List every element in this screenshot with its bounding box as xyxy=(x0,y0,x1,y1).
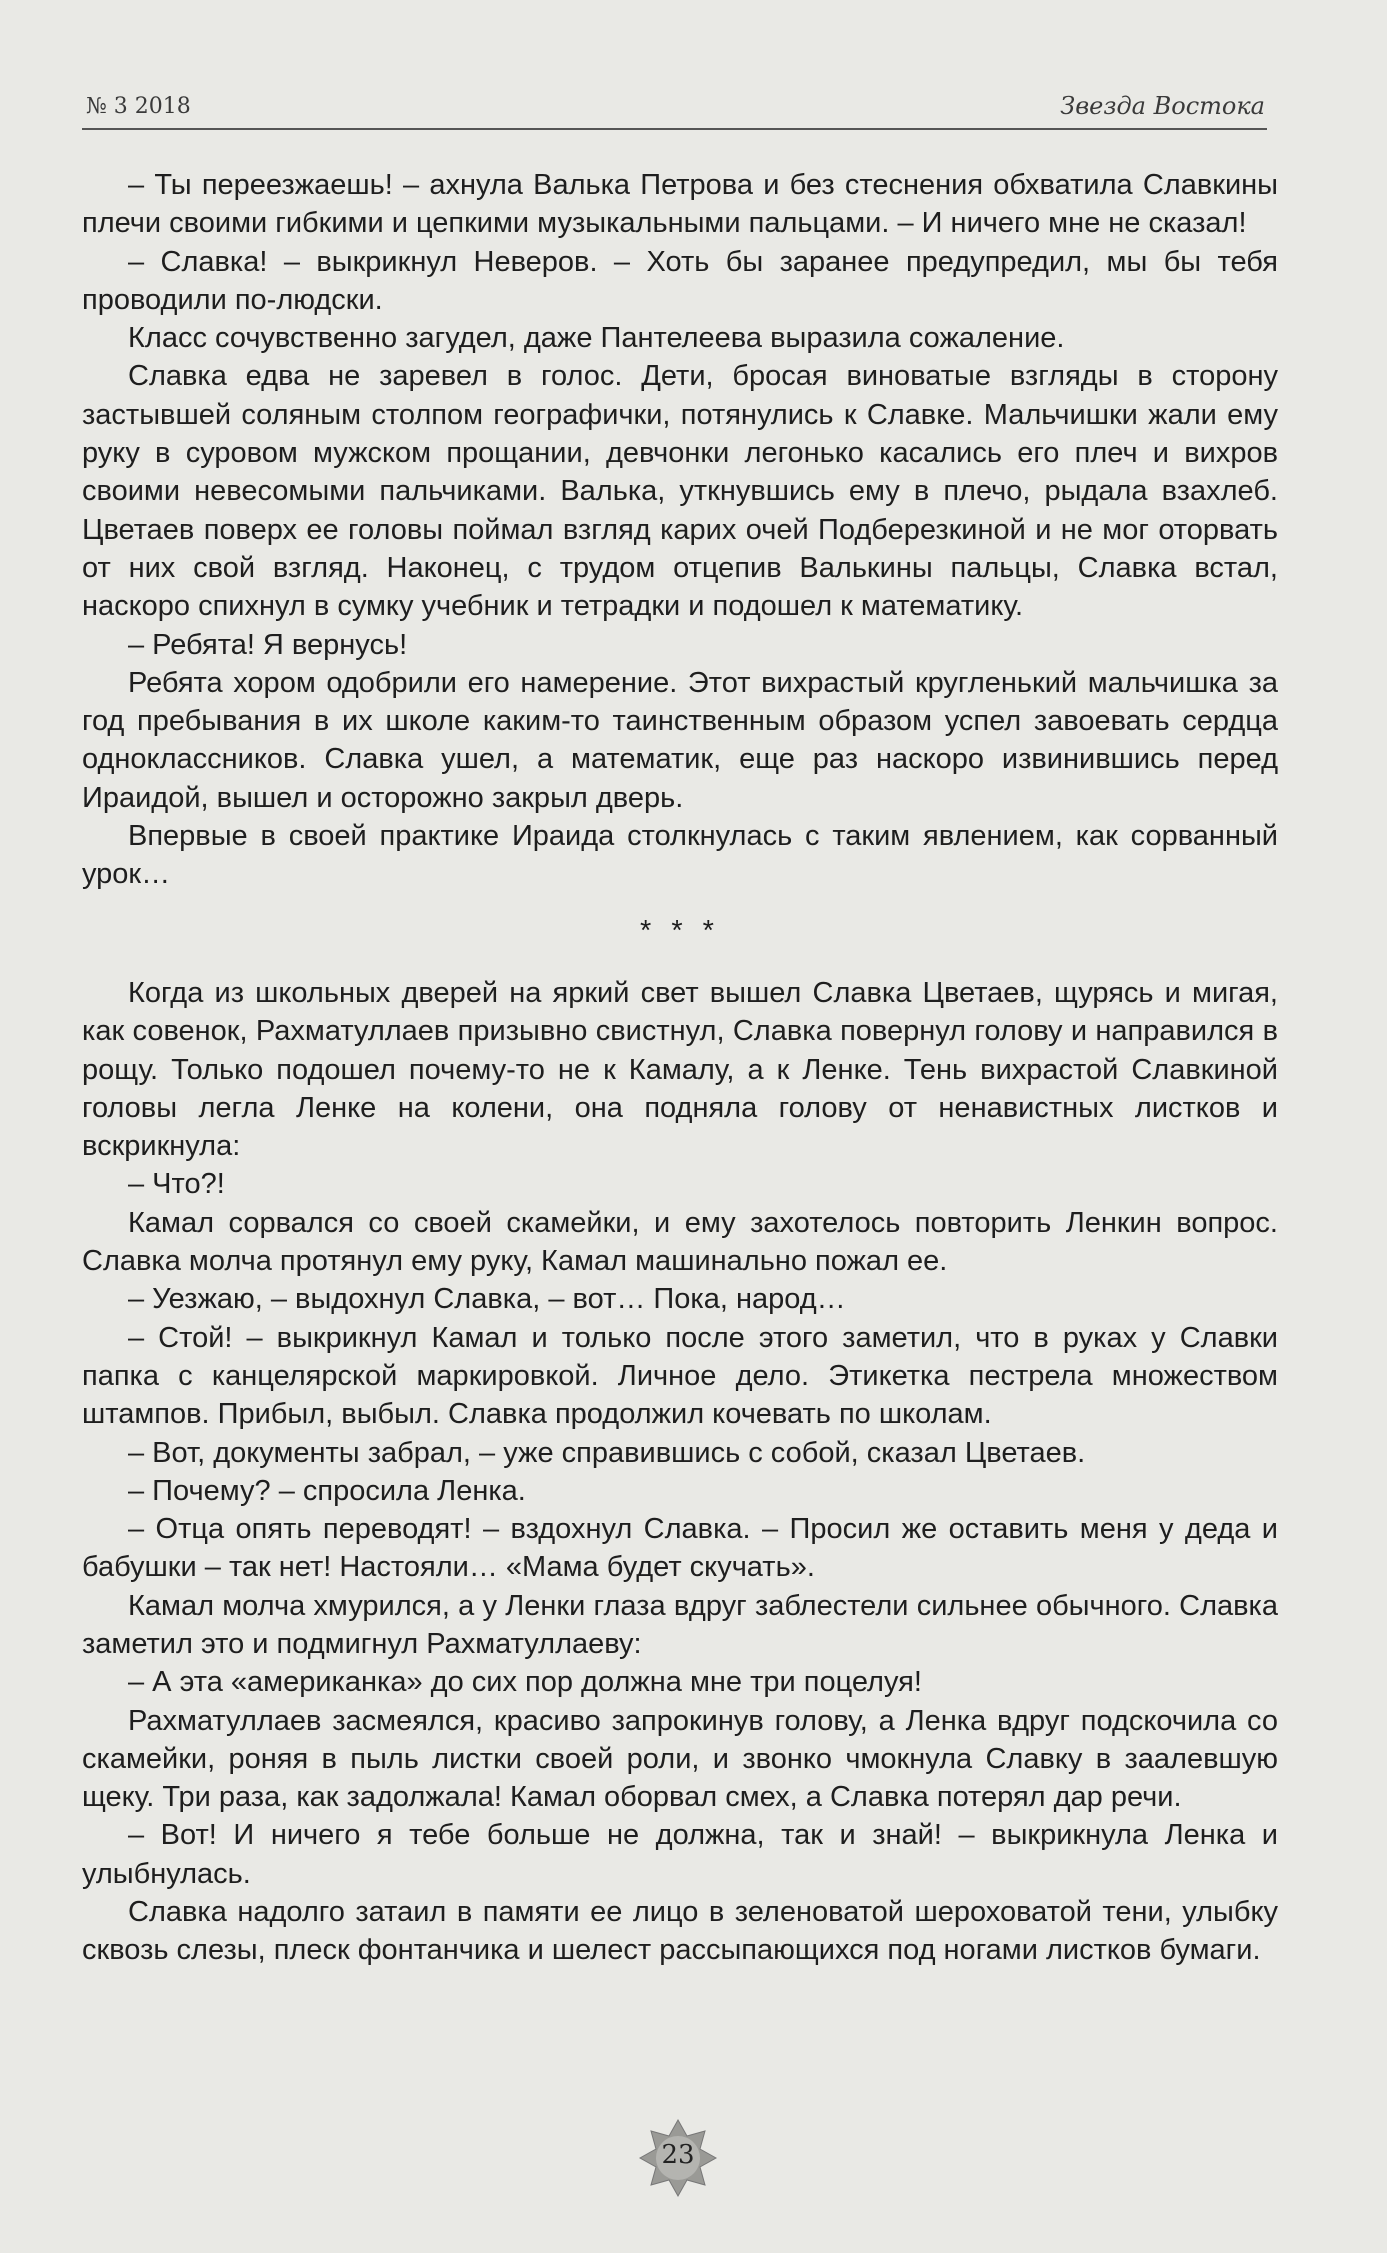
page-number-badge xyxy=(638,2118,718,2198)
paragraph: – Славка! – выкрикнул Неверов. – Хоть бы заранее предупредил, мы бы тебя проводили по-людски. xyxy=(82,245,1278,316)
paragraph: – Вот, документы забрал, – уже справившись с собой, сказал Цветаев. xyxy=(128,1436,1086,1469)
page-number: 23 xyxy=(661,2140,695,2170)
issue-number: № 3 2018 xyxy=(86,94,191,119)
paragraph: – Стой! – выкрикнул Камал и только после этого заметил, что в руках у Славки папка с канцелярской маркировкой. Личное дело. Этикетка пестрела множеством штампов. Прибыл, выбыл. Славка продолжил кочевать по школам. xyxy=(82,1321,1278,1431)
paragraph: Впервые в своей практике Ираида столкнулась с таким явлением, как сорванный урок… xyxy=(82,820,1278,891)
journal-title: Звезда Востока xyxy=(1060,92,1265,120)
paragraph: – А эта «американка» до сих пор должна мне три поцелуя! xyxy=(128,1666,922,1699)
section-separator: * * * xyxy=(640,914,720,947)
paragraph: – Вот! И ничего я тебе больше не должна, так и знай! – выкрикнула Ленка и улыбнулась. xyxy=(82,1819,1278,1890)
paragraph: Класс сочувственно загудел, даже Пантелеева выразила сожаление. xyxy=(128,322,1065,355)
paragraph: Рахматуллаев засмеялся, красиво запрокинув голову, а Ленка вдруг подскочила со скамейки, роняя в пыль листки своей роли, и звонко чмокнула Славку в заалевшую щеку. Три раза, как задолжала! Камал оборвал смех, а Славка потерял дар речи. xyxy=(82,1704,1278,1814)
paragraph: – Почему? – спросила Ленка. xyxy=(128,1474,526,1507)
paragraph: Славка едва не заревел в голос. Дети, бросая виноватые взгляды в сторону застывшей соляным столпом географички, потянулись к Славке. Мальчишки жали ему руку в суровом мужском прощании, девчонки легонько касались его плеч и вихров своими невесомыми пальчиками. Валька, уткнувшись ему в плечо, рыдала взахлеб. Цветаев поверх ее головы поймал взгляд карих очей Подберезкиной и не мог оторвать от них свой взгляд. Наконец, с трудом отцепив Валькины пальцы, Славка встал, наскоро спихнул в сумку учебник и тетрадки и подошел к математику. xyxy=(82,360,1278,623)
running-header xyxy=(82,88,1267,130)
paragraph: Камал сорвался со своей скамейки, и ему захотелось повторить Ленкин вопрос. Славка молча протянул ему руку, Камал машинально пожал ее. xyxy=(82,1206,1278,1278)
paragraph: – Ребята! Я вернусь! xyxy=(128,628,408,661)
body-text xyxy=(82,166,1278,1970)
paragraph: – Ты переезжаешь! – ахнула Валька Петрова и без стеснения обхватила Славкины плечи своими гибкими и цепкими музыкальными пальцами. – И ничего мне не сказал! xyxy=(82,169,1278,240)
paragraph: Когда из школьных дверей на яркий свет вышел Славка Цветаев, щурясь и мигая, как совенок, Рахматуллаев призывно свистнул, Славка повернул голову и направился в рощу. Только подошел почему-то не к Камалу, а к Ленке. Тень вихрастой Славкиной головы легла Ленке на колени, она подняла голову от ненавистных листков и вскрикнула: xyxy=(82,976,1278,1163)
paragraph: – Уезжаю, – выдохнул Славка, – вот… Пока, народ… xyxy=(128,1283,846,1316)
paragraph: Ребята хором одобрили его намерение. Этот вихрастый кругленький мальчишка за год пребывания в их школе каким-то таинственным образом успел завоевать сердца одноклассников. Славка ушел, а математик, еще раз наскоро извинившись перед Ираидой, вышел и осторожно закрыл дверь. xyxy=(82,666,1278,814)
paragraph: Камал молча хмурился, а у Ленки глаза вдруг заблестели сильнее обычного. Славка заметил это и подмигнул Рахматуллаеву: xyxy=(82,1589,1278,1660)
paragraph: – Что?! xyxy=(128,1168,225,1201)
paragraph: Славка надолго затаил в памяти ее лицо в зеленоватой шероховатой тени, улыбку сквозь слезы, плеск фонтанчика и шелест рассыпающихся под ногами листков бумаги. xyxy=(82,1896,1278,1967)
paragraph: – Отца опять переводят! – вздохнул Славка. – Просил же оставить меня у деда и бабушки – так нет! Настояли… «Мама будет скучать». xyxy=(82,1513,1278,1584)
